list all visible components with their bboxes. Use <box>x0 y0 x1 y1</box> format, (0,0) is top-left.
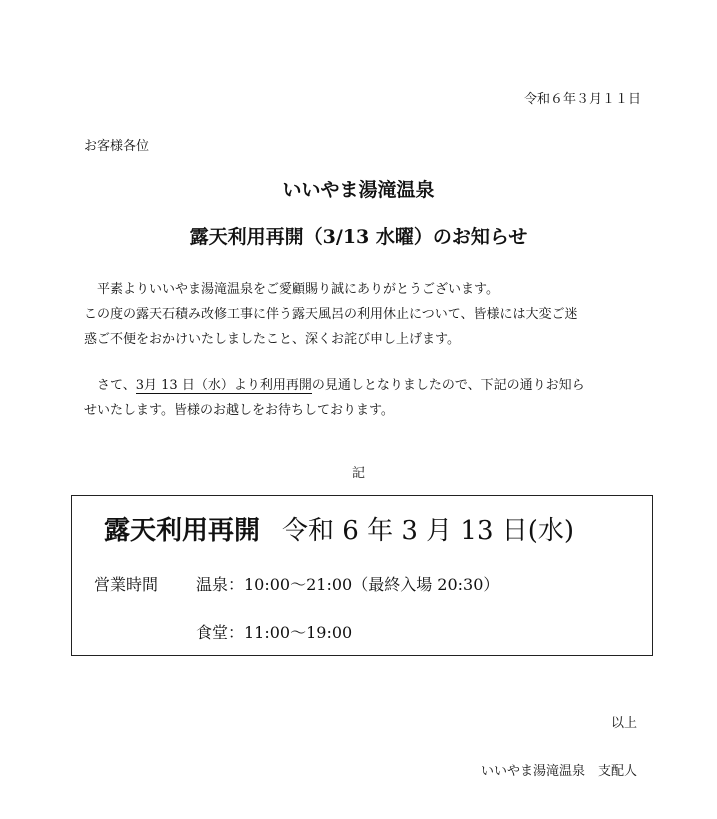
notice-title: 露天利用再開（3/13 水曜）のお知らせ <box>189 226 528 248</box>
paragraph-line: 惑ご不便をおかけいたしましたこと、深くお詫び申し上げます。 <box>84 332 460 347</box>
paragraph-line: この度の露天石積み改修工事に伴う露天風呂の利用休止について、皆様には大変ご迷 <box>84 307 578 322</box>
paragraph-line <box>84 373 585 398</box>
line-prefix: さて、 <box>84 378 136 393</box>
reopen-date: 令和 6 年 3 月 13 日(水) <box>282 516 575 546</box>
onsen-hours: 温泉：10:00～21:00（最終入場 20:30） <box>196 575 500 594</box>
facility-title: いいやま湯滝温泉 <box>282 179 435 201</box>
ki-marker: 記 <box>351 466 365 481</box>
paragraph-line: せいたします。皆様のお越しをお待ちしております。 <box>84 403 394 418</box>
closing-mark: 以上 <box>610 716 637 731</box>
greeting-paragraph <box>84 277 577 352</box>
notice-date: 令和６年３月１１日 <box>523 92 641 107</box>
dining-hours: 食堂：11:00～19:00 <box>196 623 353 642</box>
paragraph-line: 平素よりいいやま湯滝温泉をご愛顧賜り誠にありがとうございます。 <box>84 282 499 297</box>
line-suffix: の見通しとなりましたので、下記の通りお知ら <box>311 378 585 393</box>
signature: いいやま湯滝温泉 支配人 <box>480 764 637 779</box>
box-heading <box>104 510 574 547</box>
announcement-paragraph <box>84 373 585 423</box>
details-box <box>71 495 653 656</box>
reopen-date-underlined: 3月 13 日（水）より利用再開 <box>135 378 312 393</box>
hours-label: 営業時間 <box>94 575 159 594</box>
reopen-label: 露天利用再開 <box>104 516 261 546</box>
addressee: お客様各位 <box>84 139 150 154</box>
